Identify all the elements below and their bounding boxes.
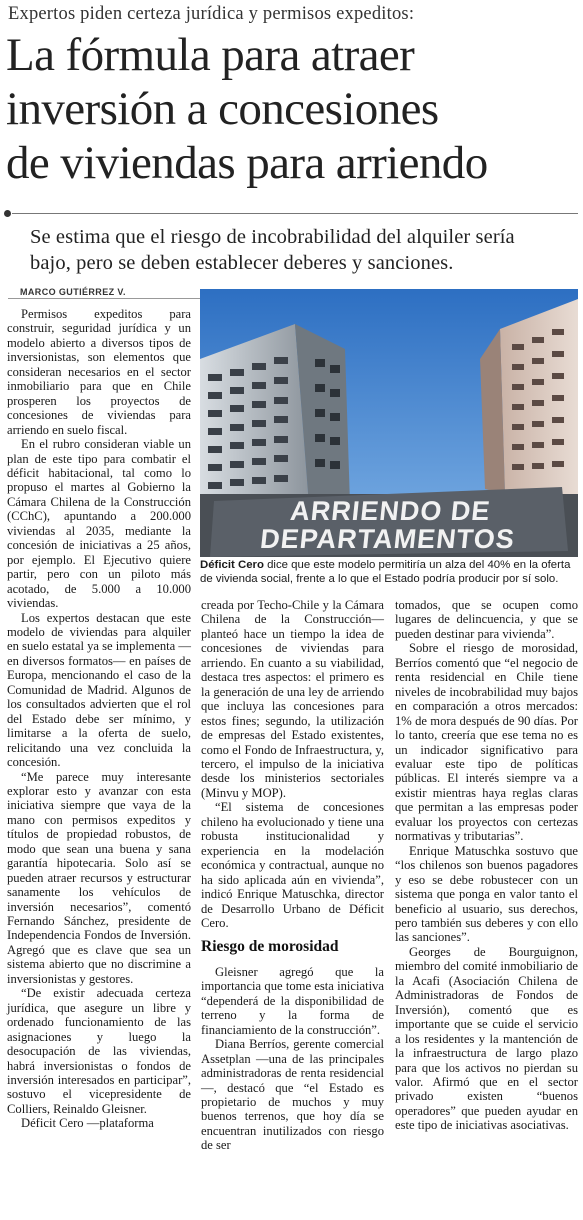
paragraph: Sobre el riesgo de morosidad, Berríos comentó que “el negocio de renta residencial en Chile tiene niveles de incobrabilidad muy bajos en comparación a otros mercados: 1% de mora después de 90 días. Por lo tanto, creería que ese tema no es un indicador significativo para evaluar este tipo de políticas públicas. El interés siempre va a existir mientras haya reglas claras que permitan a las empresas poder evaluar los proyectos con certezas normativas y tributarias”.: [395, 641, 578, 844]
paragraph: creada por Techo-Chile y la Cámara Chilena de la Construcción— planteó hace un tiempo la idea de concesiones de viviendas para arriendo. En cuanto a su viabilidad, destaca tres aspectos: el primero es la generación de una ley de arriendo que incluya las concesiones para estos fines; segundo, la utilización de empresas del Estado existentes, como el Fondo de Infraestructura, y, tercero, el impulso de la iniciativa desde los ministerios sectoriales (Minvu y MOP).: [201, 598, 384, 800]
paragraph: “Me parece muy interesante explorar esto y avanzar con esta iniciativa siempre que vaya de la mano con permisos expeditos y títulos de propiedad robustos, de modo que sean una buena y sana garantía hipotecaria. Solo así se pueden atraer recursos y estructurar sanamente los vehículos de inversión necesarios”, comentó Fernando Sánchez, presidente de Independencia Fondos de Inversión. Agregó que es clave que sea un sistema abierto que no discrimine a inversionistas y gestores.: [7, 769, 191, 986]
bullet-dot-icon: [4, 210, 11, 217]
headline-line: de viviendas para arriendo: [6, 137, 488, 189]
paragraph: tomados, que se ocupen como lugares de delincuencia, y que se pueden destinar para vivienda”.: [395, 598, 578, 641]
headline-line: inversión a concesiones: [6, 83, 439, 135]
paragraph: Los expertos destacan que este modelo de viviendas para alquiler en suelo estatal ya se implementa —en diversos formatos— en países de Europa, mencionando el caso de la Comunidad de Madrid. Algunos de los consultados advierten que el rol del Estado debe ser mínimo, y limitarse a la oferta de suelo, relicitando una vez concluida la concesión.: [7, 610, 191, 770]
article-column-1: [7, 307, 191, 1131]
paragraph: Gleisner agregó que la importancia que tome esta iniciativa “dependerá de la disponibilidad de terreno y la forma de financiamiento de la construcción”.: [201, 964, 384, 1037]
kicker: Expertos piden certeza jurídica y permisos expeditos:: [8, 4, 415, 24]
photo-caption: [200, 558, 578, 586]
paragraph: Permisos expeditos para construir, seguridad jurídica y un modelo abierto a diversos tipos de inversionistas, son elementos que consideran necesarios en el sector inmobiliario para que en Chile prosperen los proyectos de concesiones de viviendas para arriendo en suelo fiscal.: [7, 307, 191, 437]
section-subheading: Riesgo de morosidad: [201, 938, 339, 956]
article-photo: [200, 289, 578, 557]
caption-text: dice que este modelo permitiría un alza del 40% en la oferta de vivienda social, frente a lo que el Estado podría producir por sí solo.: [200, 559, 571, 586]
paragraph: Déficit Cero —plataforma: [21, 1116, 154, 1131]
byline: MARCO GUTIÉRREZ V.: [20, 287, 126, 297]
deck-line: Se estima que el riesgo de incobrabilidad del alquiler sería: [30, 226, 515, 248]
headline-line: La fórmula para atraer: [6, 29, 415, 81]
sign-line: DEPARTAMENTOS: [258, 524, 517, 554]
deck-line: bajo, pero se deben establecer deberes y sanciones.: [30, 252, 454, 274]
article-column-2: [201, 598, 384, 1153]
caption-lead: Déficit Cero: [200, 559, 264, 571]
photo-sign-text: [200, 497, 578, 553]
headline: [6, 28, 580, 190]
paragraph: Enrique Matuschka sostuvo que “los chilenos son buenos pagadores y eso se debe robustecer con un sistema que ponga en valor tanto el beneficio al usuario, sus derechos, pero también sus deberes y con ello las sanciones”.: [395, 843, 578, 945]
paragraph: “De existir adecuada certeza jurídica, que asegure un libre y ordenado funcionamiento de las asignaciones y luego la desocupación de las viviendas, habrá inversionistas o fondos de inversión interesados en participar”, sostuvo el vicepresidente de Colliers, Reinaldo Gleisner.: [7, 986, 191, 1116]
deck-subtitle: [30, 224, 570, 276]
paragraph: “El sistema de concesiones chileno ha evolucionado y tiene una robusta institucionalidad y experiencia en la modelación económica y contractual, aunque no ha sido aplicada aún en vivienda”, indicó Enrique Matuschka, director de Desarrollo Urbano de Déficit Cero.: [201, 800, 384, 930]
paragraph: En el rubro consideran viable un plan de este tipo para combatir el déficit habitacional, tal como lo propuso el martes al Gobierno la Cámara Chilena de la Construcción (CChC), apuntando a 200.000 viviendas al 2035, mediante la concesión de iniciativas a 25 años, por ejemplo. El Ejecutivo quiere partir, pero con un piloto más acotado, de 5.000 a 10.000 viviendas.: [7, 437, 191, 611]
divider: [12, 213, 578, 214]
paragraph: Georges de Bourguignon, miembro del comité inmobiliario de la Acafi (Asociación Chilena de Administradoras de Fondos de Inversión), comentó que es importante que se cuide el servicio a los residentes y la mantención de la infraestructura de largo plazo para que los activos no pierdan su valor. Afirmó que en el sector privado existen “buenos operadores” que pueden ayudar en este tipo de iniciativas asociativas.: [395, 944, 578, 1133]
sign-line: ARRIENDO DE: [288, 496, 493, 526]
paragraph: Diana Berríos, gerente comercial Assetplan —una de las principales administradoras de renta residencial—, destacó que “el Estado es propietario de muchos y muy buenos terrenos, que hoy día se encuentran inutilizados con riesgo de ser: [201, 1037, 384, 1153]
article-column-3: [395, 598, 578, 1133]
